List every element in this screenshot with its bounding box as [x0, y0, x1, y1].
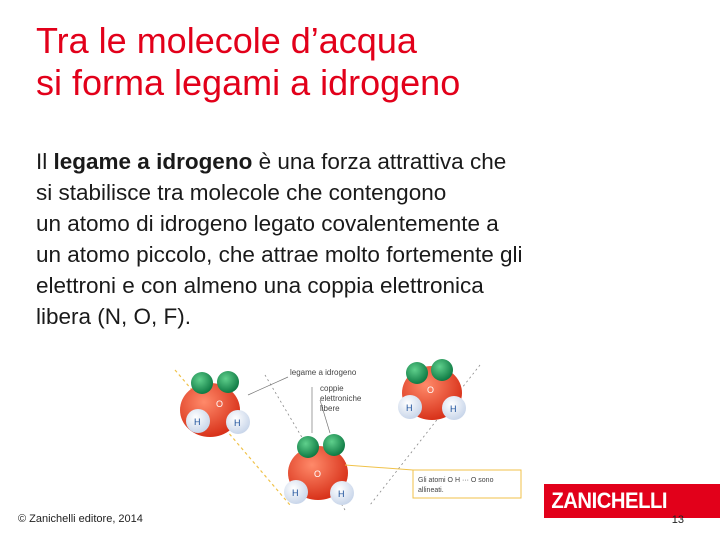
label-lone-pairs-2: elettroniche	[320, 394, 362, 403]
body-line-4: un atomo piccolo, che attrae molto fortemente gli	[36, 242, 523, 267]
label-lone-pairs-1: coppie	[320, 384, 344, 393]
body-line-2: si stabilisce tra molecole che contengono	[36, 180, 447, 205]
hydrogen-bond-illustration	[170, 355, 540, 515]
body-line-6: libera (N, O, F).	[36, 304, 192, 329]
body-line-1	[36, 146, 696, 177]
label-lone-pairs-3: libere	[320, 404, 340, 413]
note-line-2: allineati.	[418, 487, 444, 494]
water-molecule-left	[180, 371, 250, 437]
note-leader	[345, 465, 413, 470]
slide-title	[36, 20, 696, 104]
atom-label-H: H	[406, 403, 413, 413]
label-hydrogen-bond: legame a idrogeno	[290, 368, 357, 377]
body-line-5: elettroni e con almeno una coppia elettronica	[36, 273, 484, 298]
water-molecule-center	[284, 434, 354, 505]
water-molecules-figure	[170, 355, 540, 515]
page-number: 13	[671, 514, 684, 526]
atom-label-O: O	[314, 469, 322, 479]
atom-label-O: O	[427, 385, 435, 395]
body-line-3: un atomo di idrogeno legato covalentemente a	[36, 211, 499, 236]
atom-label-H: H	[234, 418, 241, 428]
note-line-1: Gli atomi O H ··· O sono	[418, 477, 494, 484]
body-line-1-pre: Il	[36, 149, 54, 174]
atom-label-H: H	[450, 404, 457, 414]
atom-label-H: H	[194, 417, 201, 427]
slide-body	[36, 146, 696, 332]
atom-label-H: H	[338, 489, 345, 499]
title-line-2: si forma legami a idrogeno	[36, 62, 461, 103]
atom-label-H: H	[292, 488, 299, 498]
publisher-logo: ZANICHELLI	[544, 484, 706, 518]
title-line-1: Tra le molecole d’acqua	[36, 20, 417, 61]
logo-bar	[702, 484, 720, 518]
atom-label-O: O	[216, 399, 224, 409]
copyright: © Zanichelli editore, 2014	[18, 513, 143, 525]
water-molecule-right	[398, 359, 466, 420]
body-line-1-post: è una forza attrattiva che	[252, 149, 507, 174]
body-line-1-bold: legame a idrogeno	[53, 149, 253, 174]
